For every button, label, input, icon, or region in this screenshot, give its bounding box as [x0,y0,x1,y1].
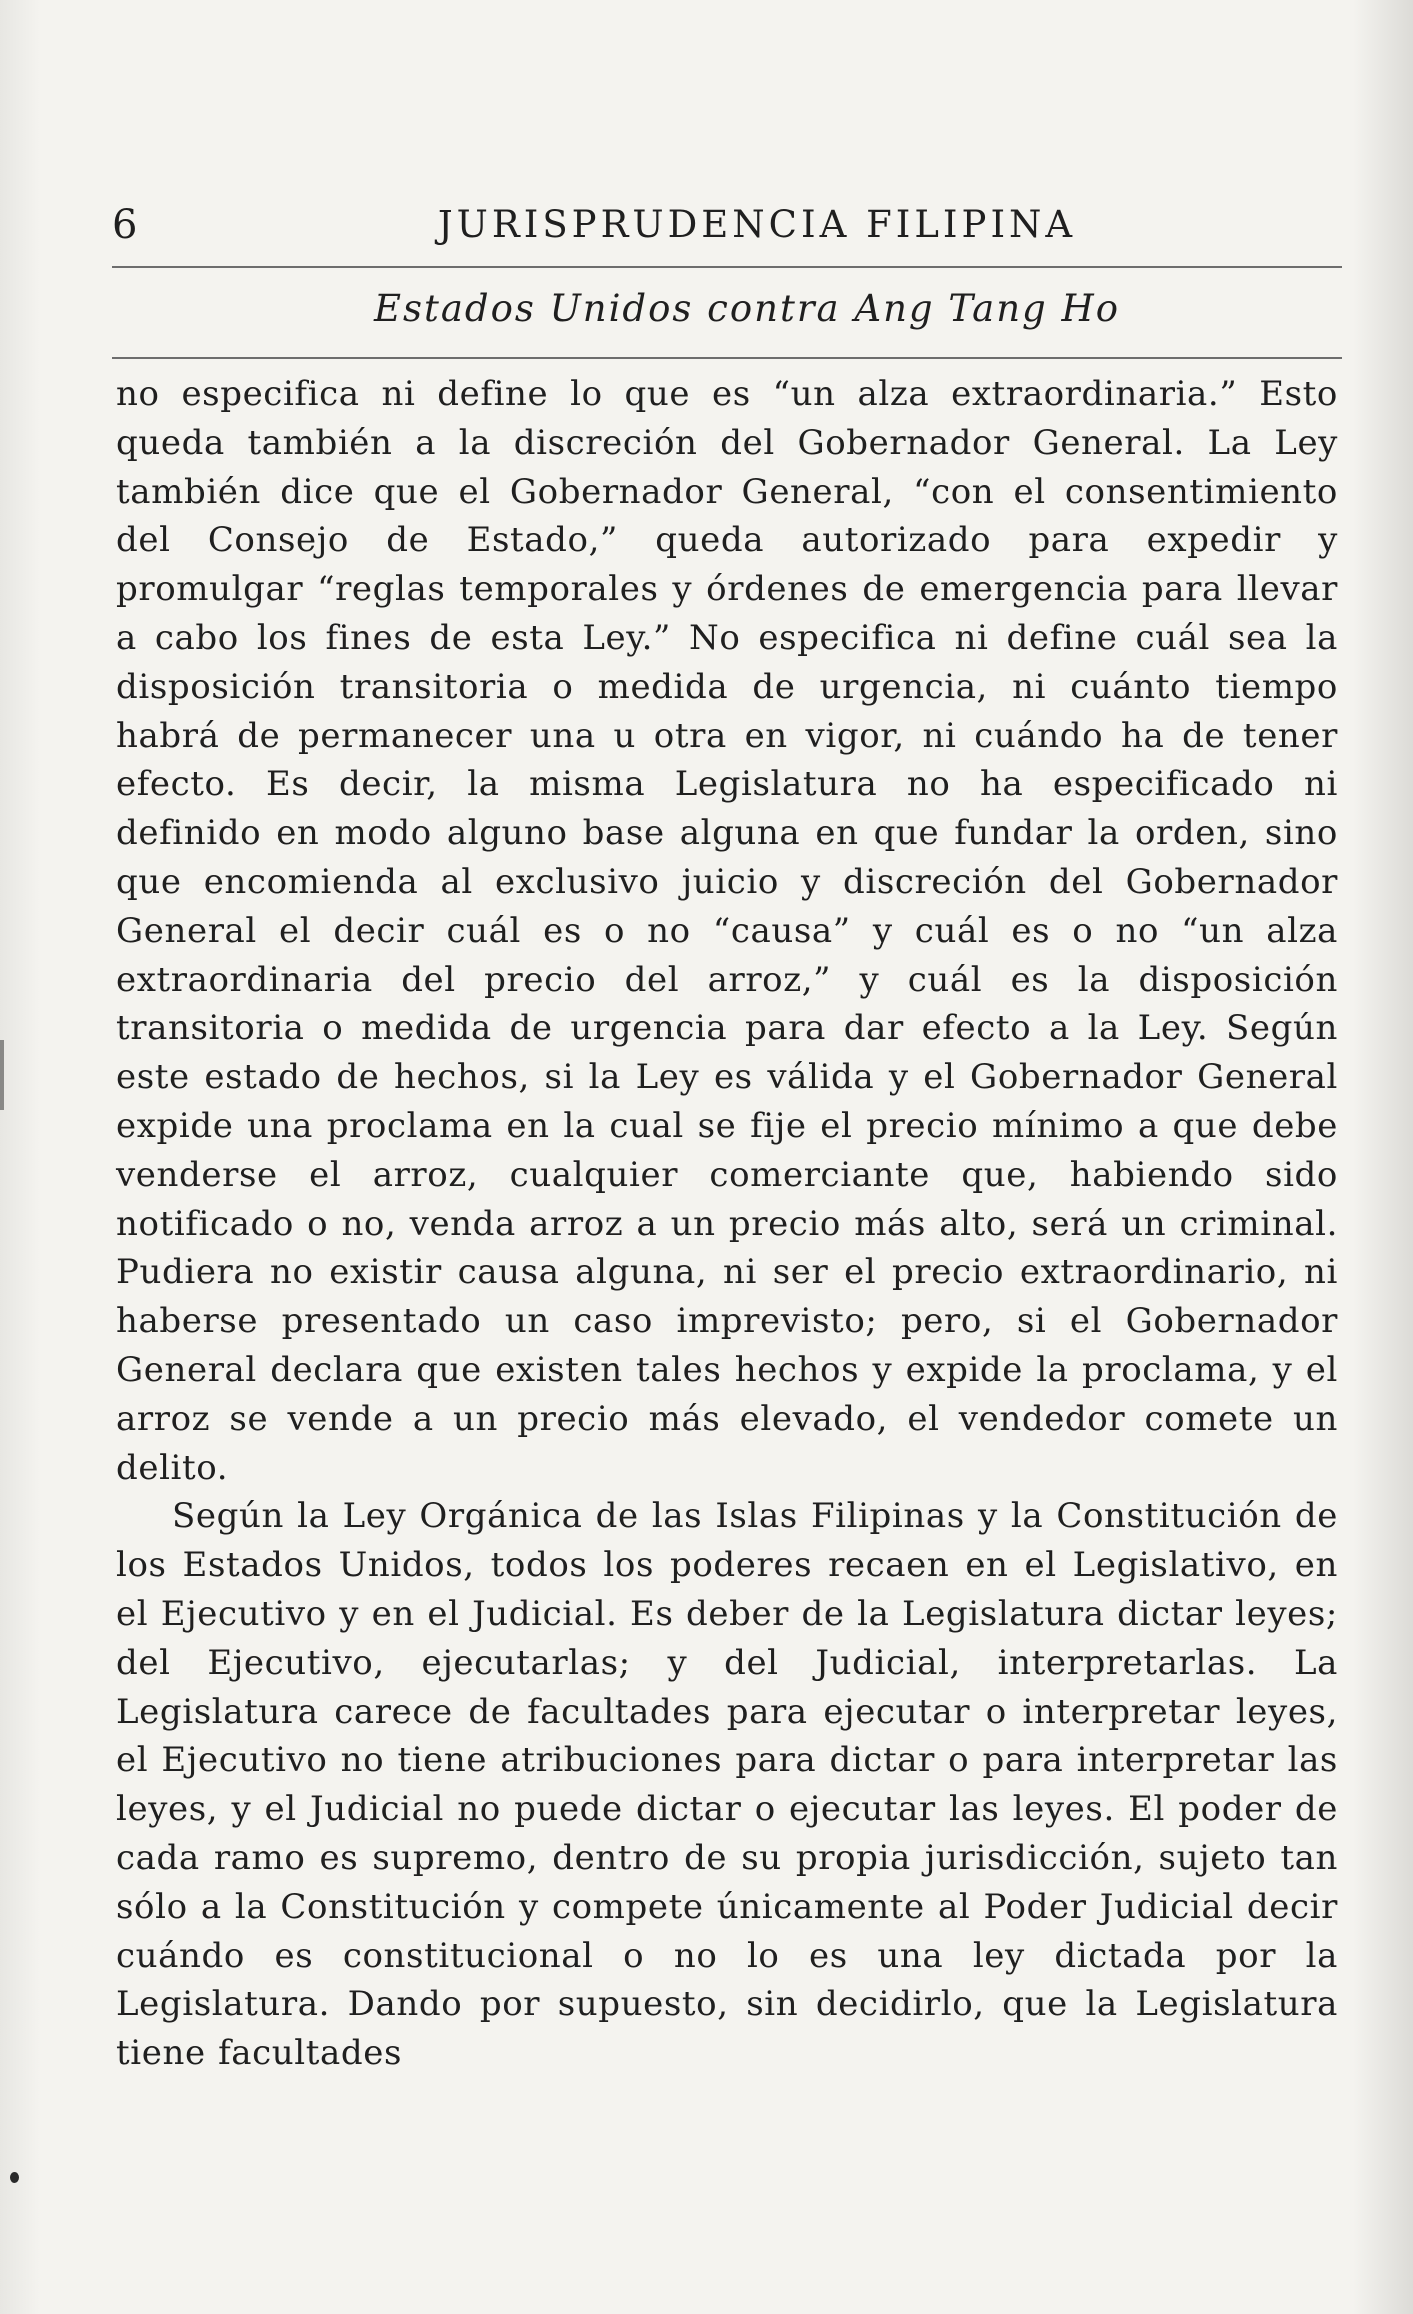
running-title: JURISPRUDENCIA FILIPINA [437,203,1077,246]
paragraph-1: no especifica ni define lo que es “un alza extraordinaria.” Esto queda también a la discreción del Gobernador General. La Ley también dice que el Gobernador General, “con el consentimiento del Consejo de Estado,” queda autorizado para expedir y promulgar “reglas temporales y órdenes de emergencia para llevar a cabo los fines de esta Ley.” No especifica ni define cuál sea la disposición transitoria o medida de urgencia, ni cuánto tiempo habrá de permanecer una u otra en vigor, ni cuándo ha de tener efecto. Es decir, la misma Legislatura no ha especificado ni definido en modo alguno base alguna en que fundar la orden, sino que encomienda al exclusivo juicio y discreción del Gobernador General el decir cuál es o no “causa” y cuál es o no “un alza extraordinaria del precio del arroz,” y cuál es la disposición transitoria o medida de urgencia para dar efecto a la Ley. Según este estado de hechos, si la Ley es válida y el Gobernador General expide una proclama en la cual se fije el precio mínimo a que debe venderse el arroz, cualquier comerciante que, habiendo sido notificado o no, venda arroz a un precio más alto, será un criminal. Pudiera no existir causa alguna, ni ser el precio extraordinario, ni haberse presentado un caso imprevisto; pero, si el Gobernador General declara que existen tales hechos y expide la proclama, y el arroz se vende a un precio más elevado, el vendedor comete un delito. [116,374,1338,1488]
header-rule-bottom [112,357,1342,359]
margin-dot [10,2172,19,2183]
header-rule-top [112,266,1342,268]
binding-mark [0,1040,4,1110]
page-header [112,195,1342,255]
paragraph-2: Según la Ley Orgánica de las Islas Filipinas y la Constitución de los Estados Unidos, todos los poderes recaen en el Legislativo, en el Ejecutivo y en el Judicial. Es deber de la Legislatura dictar leyes; del Ejecutivo, ejecutarlas; y del Judicial, interpretarlas. La Legislatura carece de facultades para ejecutar o interpretar leyes, el Ejecutivo no tiene atribuciones para dictar o para interpretar las leyes, y el Judicial no puede dictar o ejecutar las leyes. El poder de cada ramo es supremo, dentro de su propia jurisdicción, sujeto tan sólo a la Constitución y compete únicamente al Poder Judicial decir cuándo es constitucional o no lo es una ley dictada por la Legislatura. Dando por supuesto, sin decidirlo, que la Legislatura tiene facultades [116,1496,1338,2074]
body-text [116,370,1338,2078]
case-title: Estados Unidos contra Ang Tang Ho [373,287,1121,330]
page-number: 6 [112,202,139,248]
